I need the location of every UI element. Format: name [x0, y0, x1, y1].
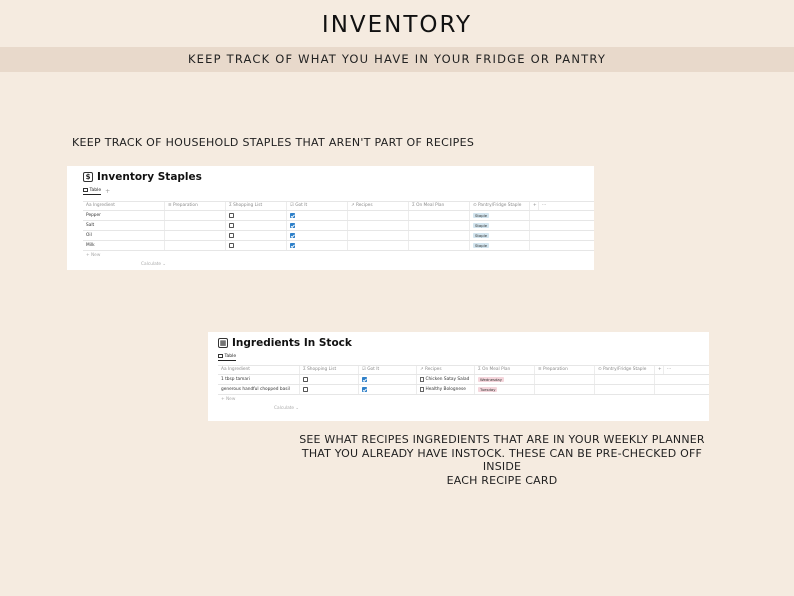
ingredients-table	[218, 365, 709, 413]
shopping-list-cell	[226, 231, 287, 240]
preparation-cell[interactable]	[165, 241, 226, 250]
shopping-list-checkbox[interactable]	[303, 387, 308, 392]
column-header[interactable]: ↗ Recipes	[348, 202, 409, 210]
preparation-cell[interactable]	[165, 211, 226, 220]
column-header[interactable]: ⊙ Pantry/Fridge Staple	[470, 202, 530, 210]
shopping-list-cell	[300, 385, 359, 394]
got-it-cell	[359, 375, 417, 384]
recipes-cell[interactable]	[348, 241, 409, 250]
banner-text: KEEP TRACK OF WHAT YOU HAVE IN YOUR FRIDGE OR PANTRY	[187, 52, 607, 66]
ingredient-cell[interactable]: Oil	[83, 231, 165, 240]
view-tabs	[67, 185, 594, 197]
meal-plan-cell[interactable]	[409, 231, 470, 240]
column-header[interactable]: Aa Ingredient	[218, 366, 300, 374]
got-it-checkbox[interactable]	[362, 377, 367, 382]
more-options-button[interactable]: ···	[542, 203, 547, 208]
meal-plan-cell[interactable]	[475, 385, 535, 394]
ingredient-cell[interactable]: 1 tbsp tamari	[218, 375, 300, 384]
bottom-description	[292, 433, 712, 487]
got-it-checkbox[interactable]	[290, 223, 295, 228]
more-options-button[interactable]: ···	[667, 367, 672, 372]
database-title[interactable]: Inventory Staples	[97, 171, 202, 183]
shopping-list-checkbox[interactable]	[229, 223, 234, 228]
staple-cell[interactable]	[470, 231, 530, 240]
column-header[interactable]: Σ On Meal Plan	[475, 366, 535, 374]
staple-tag: Staple	[475, 242, 488, 248]
column-header[interactable]: ↗ Recipes	[417, 366, 475, 374]
table-row[interactable]	[83, 231, 594, 241]
shopping-list-checkbox[interactable]	[303, 377, 308, 382]
staple-cell[interactable]	[595, 375, 655, 384]
got-it-checkbox[interactable]	[362, 387, 367, 392]
column-header[interactable]: Σ Shopping List	[226, 202, 287, 210]
got-it-checkbox[interactable]	[290, 243, 295, 248]
meal-plan-cell[interactable]	[409, 221, 470, 230]
inventory-icon: $	[83, 172, 93, 182]
recipes-cell[interactable]	[348, 231, 409, 240]
ingredients-in-stock-card	[208, 332, 709, 421]
column-header[interactable]: Σ Shopping List	[300, 366, 359, 374]
table-row[interactable]	[83, 211, 594, 221]
shopping-list-cell	[226, 221, 287, 230]
got-it-cell	[287, 211, 348, 220]
shopping-list-cell	[226, 211, 287, 220]
table-icon	[218, 354, 223, 358]
recipes-cell[interactable]	[417, 375, 475, 384]
staple-cell[interactable]	[470, 221, 530, 230]
calculate-button[interactable]: Calculate ⌄	[274, 406, 300, 411]
description-line: SEE WHAT RECIPES INGREDIENTS THAT ARE IN YOUR WEEKLY PLANNER	[299, 433, 705, 446]
preparation-cell[interactable]	[165, 221, 226, 230]
inventory-staples-card	[67, 166, 594, 270]
ingredient-cell[interactable]: Salt	[83, 221, 165, 230]
got-it-cell	[359, 385, 417, 394]
database-title[interactable]: Ingredients In Stock	[232, 337, 352, 349]
column-header[interactable]: ≡ Preparation	[535, 366, 595, 374]
recipes-cell[interactable]	[417, 385, 475, 394]
preparation-cell[interactable]	[165, 231, 226, 240]
meal-plan-cell[interactable]	[409, 211, 470, 220]
table-icon	[83, 188, 88, 192]
view-tabs	[208, 351, 709, 363]
got-it-cell	[287, 221, 348, 230]
column-header[interactable]: ☑ Got It	[359, 366, 417, 374]
page-icon	[420, 387, 424, 392]
staple-cell[interactable]	[470, 241, 530, 250]
staple-tag: Staple	[475, 212, 488, 218]
staple-tag: Staple	[475, 222, 488, 228]
table-row[interactable]	[83, 221, 594, 231]
new-row-button[interactable]: + New	[86, 253, 101, 258]
description-line: EACH RECIPE CARD	[446, 473, 558, 487]
description-line: THAT YOU ALREADY HAVE INSTOCK. THESE CAN BE PRE-CHECKED OFF INSIDE	[301, 446, 703, 473]
day-tag: Wednesday	[480, 376, 502, 382]
staple-cell[interactable]	[470, 211, 530, 220]
recipes-cell[interactable]	[348, 211, 409, 220]
table-header-row	[83, 201, 594, 211]
table-header-row	[218, 365, 709, 375]
database-header	[67, 166, 594, 184]
database-header	[208, 332, 709, 350]
recipes-cell[interactable]	[348, 221, 409, 230]
page-icon	[420, 377, 424, 382]
shopping-list-cell	[226, 241, 287, 250]
recipe-link[interactable]: Healthy Bolognese	[420, 385, 466, 394]
shopping-list-checkbox[interactable]	[229, 243, 234, 248]
calculate-button[interactable]: Calculate ⌄	[141, 262, 167, 267]
calendar-icon: ▦	[219, 338, 227, 347]
column-header[interactable]: Σ On Meal Plan	[409, 202, 470, 210]
shopping-list-cell	[300, 375, 359, 384]
preparation-cell[interactable]	[535, 385, 595, 394]
column-header[interactable]: Aa Ingredient	[83, 202, 165, 210]
preparation-cell[interactable]	[535, 375, 595, 384]
staple-tag: Staple	[475, 232, 488, 238]
add-column-button[interactable]: +	[530, 202, 539, 210]
got-it-cell	[287, 241, 348, 250]
meal-plan-cell[interactable]	[475, 375, 535, 384]
column-header[interactable]: ≡ Preparation	[165, 202, 226, 210]
ingredient-cell[interactable]: Pepper	[83, 211, 165, 220]
column-header[interactable]: ☑ Got It	[287, 202, 348, 210]
inventory-table	[83, 201, 594, 269]
meal-plan-cell[interactable]	[409, 241, 470, 250]
got-it-checkbox[interactable]	[290, 233, 295, 238]
column-header[interactable]: ⊙ Pantry/Fridge Staple	[595, 366, 655, 374]
banner	[0, 47, 794, 72]
new-row-button[interactable]: + New	[221, 397, 236, 402]
section-caption: KEEP TRACK OF HOUSEHOLD STAPLES THAT AREN'T PART OF RECIPES	[72, 136, 475, 149]
shopping-list-checkbox[interactable]	[229, 213, 234, 218]
add-column-button[interactable]: +	[655, 366, 664, 374]
got-it-checkbox[interactable]	[290, 213, 295, 218]
add-view-button[interactable]: +	[105, 187, 111, 195]
table-row[interactable]	[218, 385, 709, 395]
recipe-link[interactable]: Chicken Satay Salad	[420, 375, 469, 384]
table-row[interactable]	[218, 375, 709, 385]
tab-table[interactable]: Table	[83, 188, 101, 195]
day-tag: Tuesday	[480, 386, 496, 392]
got-it-cell	[287, 231, 348, 240]
ingredient-cell[interactable]: Milk	[83, 241, 165, 250]
page-title: INVENTORY	[321, 12, 473, 38]
ingredient-cell[interactable]: generous handful chopped basil	[218, 385, 300, 394]
tab-table[interactable]: Table	[218, 354, 236, 361]
staple-cell[interactable]	[595, 385, 655, 394]
shopping-list-checkbox[interactable]	[229, 233, 234, 238]
table-row[interactable]	[83, 241, 594, 251]
